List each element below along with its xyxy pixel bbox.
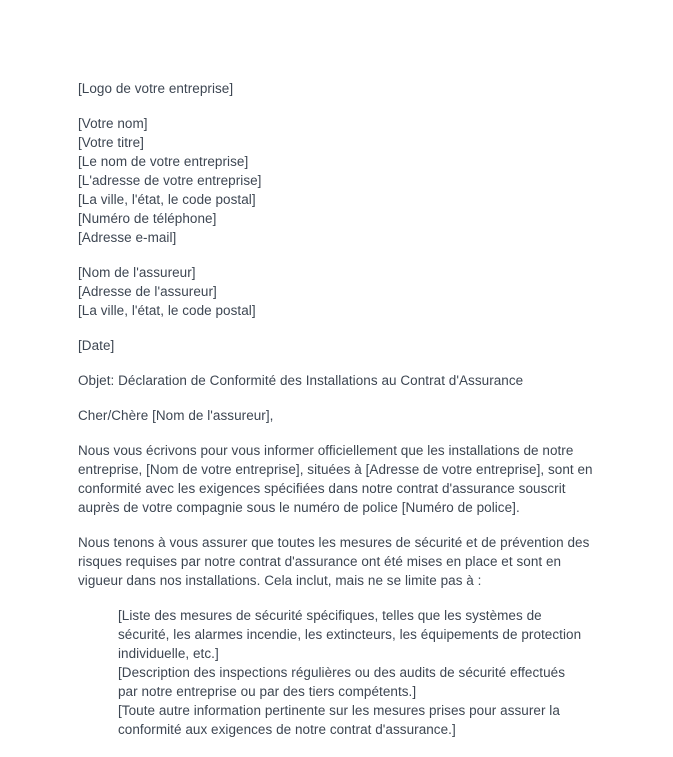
sender-city-line: [La ville, l'état, le code postal] (78, 192, 256, 207)
subject-line: Objet: Déclaration de Conformité des Installations au Contrat d'Assurance (78, 373, 524, 388)
paragraph-line: Nous tenons à vous assurer que toutes les mesures de sécurité et de prévention des (78, 535, 590, 550)
list-item (118, 606, 595, 663)
logo-block (78, 79, 595, 98)
list-item-line: conformité aux exigences de notre contrat d'assurance.] (118, 722, 456, 737)
salutation-line: Cher/Chère [Nom de l'assureur], (78, 408, 274, 423)
sender-email-line: [Adresse e-mail] (78, 230, 177, 245)
logo-placeholder: [Logo de votre entreprise] (78, 81, 234, 96)
date-block (78, 336, 595, 355)
paragraph-line: conformité avec les exigences spécifiées dans notre contrat d'assurance souscrit (78, 481, 566, 496)
paragraph-line: risques requises par notre contrat d'assurance ont été mises en place et sont en (78, 554, 562, 569)
sender-phone-line: [Numéro de téléphone] (78, 211, 217, 226)
sender-title-line: [Votre titre] (78, 135, 144, 150)
security-measures-list (78, 606, 595, 739)
body-paragraph-1 (78, 441, 595, 517)
list-item-line: par notre entreprise ou par des tiers compétents.] (118, 684, 417, 699)
sender-name-line: [Votre nom] (78, 116, 148, 131)
recipient-address-line: [Adresse de l'assureur] (78, 284, 217, 299)
paragraph-line: vigueur dans nos installations. Cela inclut, mais ne se limite pas à : (78, 573, 482, 588)
sender-info-block (78, 114, 595, 247)
list-item-line: [Toute autre information pertinente sur les mesures prises pour assurer la (118, 703, 560, 718)
list-item-line: individuelle, etc.] (118, 646, 219, 661)
date-placeholder: [Date] (78, 338, 115, 353)
list-item (118, 663, 595, 701)
recipient-name-line: [Nom de l'assureur] (78, 265, 196, 280)
sender-address-line: [L'adresse de votre entreprise] (78, 173, 262, 188)
recipient-info-block (78, 263, 595, 320)
list-item-line: [Liste des mesures de sécurité spécifiques, telles que les systèmes de (118, 608, 542, 623)
list-item (118, 701, 595, 739)
paragraph-line: entreprise, [Nom de votre entreprise], situées à [Adresse de votre entreprise], sont en (78, 462, 593, 477)
recipient-city-line: [La ville, l'état, le code postal] (78, 303, 256, 318)
salutation-block (78, 406, 595, 425)
list-item-line: sécurité, les alarmes incendie, les extincteurs, les équipements de protection (118, 627, 582, 642)
paragraph-line: Nous vous écrivons pour vous informer officiellement que les installations de notre (78, 443, 574, 458)
body-paragraph-2 (78, 533, 595, 590)
list-item-line: [Description des inspections régulières ou des audits de sécurité effectués (118, 665, 566, 680)
paragraph-line: auprès de votre compagnie sous le numéro de police [Numéro de police]. (78, 500, 520, 515)
subject-block (78, 371, 595, 390)
sender-company-line: [Le nom de votre entreprise] (78, 154, 249, 169)
